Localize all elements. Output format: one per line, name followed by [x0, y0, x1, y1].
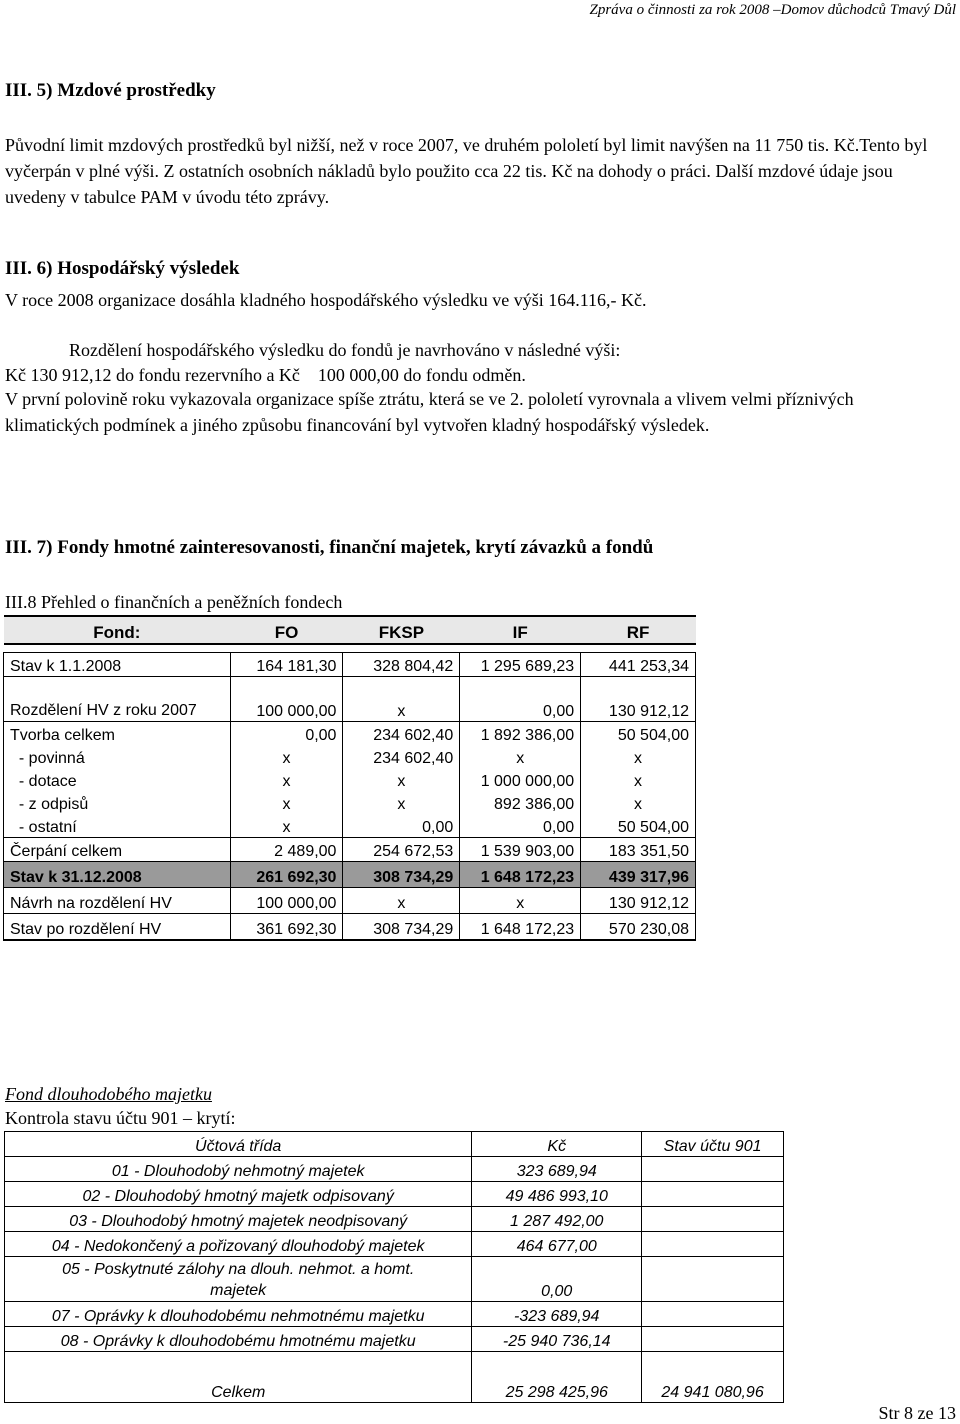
cell: [642, 1232, 784, 1257]
row-label: Stav k 31.12.2008: [4, 862, 231, 888]
cell: 570 230,08: [581, 914, 696, 941]
table-row: [4, 838, 696, 862]
cell: 1 648 172,23: [460, 914, 581, 941]
cell: 49 486 993,10: [472, 1182, 642, 1207]
section-5-paragraph: Původní limit mzdových prostředků byl nižší, než v roce 2007, ve druhém pololetí byl limit navýšen na 11 750 tis. Kč.Tento byl vyčerpán v plné výši. Z ostatních osobních nákladů bylo použito cca 22 tis. Kč na dohody o práci. Další mzdové údaje jsou uvedeny v tabulce PAM v úvodu této zprávy.: [5, 135, 928, 207]
cell: 24 941 080,96: [642, 1352, 784, 1403]
row-label: Stav po rozdělení HV: [4, 914, 231, 941]
cell: 0,00: [460, 677, 581, 722]
cell: 100 000,00: [230, 677, 343, 722]
page-header: Zpráva o činnosti za rok 2008 –Domov důchodců Tmavý Důl: [589, 2, 956, 18]
row-label: Čerpání celkem: [4, 838, 231, 862]
cell: 1 892 386,00: [460, 722, 581, 746]
col-header: Fond:: [4, 616, 231, 644]
cell: 308 734,29: [343, 862, 460, 888]
cell: 130 912,12: [581, 888, 696, 914]
cell: [642, 1257, 784, 1302]
cell: [642, 1302, 784, 1327]
cell: 0,00: [343, 814, 460, 838]
col-header: RF: [581, 616, 696, 644]
table-row: [4, 768, 696, 791]
asset-table: [4, 1131, 784, 1403]
cell: 1 648 172,23: [460, 862, 581, 888]
row-label: Rozdělení HV z roku 2007: [4, 677, 231, 722]
section-6-line-2: Rozdělení hospodářského výsledku do fondů je navrhováno v následné výši:: [69, 340, 621, 360]
table-row: [4, 722, 696, 746]
table-row-total: [5, 1352, 784, 1403]
table-row: [4, 791, 696, 814]
cell: x: [581, 791, 696, 814]
row-label: - ostatní: [4, 814, 231, 838]
cell: 234 602,40: [343, 722, 460, 746]
row-label: - dotace: [4, 768, 231, 791]
table-row: [4, 862, 696, 888]
cell: 328 804,42: [343, 653, 460, 677]
table-row: [5, 1182, 784, 1207]
col-header: FO: [230, 616, 343, 644]
table-row: [5, 1207, 784, 1232]
cell: x: [230, 768, 343, 791]
cell: 1 539 903,00: [460, 838, 581, 862]
table-row: [4, 745, 696, 768]
cell: 25 298 425,96: [472, 1352, 642, 1403]
cell: 164 181,30: [230, 653, 343, 677]
row-label: 02 - Dlouhodobý hmotný majetk odpisovaný: [5, 1182, 472, 1207]
page-number: Str 8 ze 13: [878, 1403, 956, 1423]
cell: 2 489,00: [230, 838, 343, 862]
cell: [642, 1327, 784, 1352]
cell: x: [230, 745, 343, 768]
cell: 892 386,00: [460, 791, 581, 814]
table-row: [4, 677, 696, 722]
col-header: IF: [460, 616, 581, 644]
cell: 183 351,50: [581, 838, 696, 862]
asset-table-header: [5, 1132, 784, 1157]
col-header: Účtová třída: [5, 1132, 472, 1157]
cell: 254 672,53: [343, 838, 460, 862]
cell: 441 253,34: [581, 653, 696, 677]
cell: -323 689,94: [472, 1302, 642, 1327]
cell: 439 317,96: [581, 862, 696, 888]
row-label: 01 - Dlouhodobý nehmotný majetek: [5, 1157, 472, 1182]
cell: 464 677,00: [472, 1232, 642, 1257]
cell: 308 734,29: [343, 914, 460, 941]
cell: 261 692,30: [230, 862, 343, 888]
table-row: [5, 1157, 784, 1182]
row-label: 03 - Dlouhodobý hmotný majetek neodpisovaný: [5, 1207, 472, 1232]
row-label: Stav k 1.1.2008: [4, 653, 231, 677]
asset-fund-subtitle: Kontrola stavu účtu 901 – krytí:: [5, 1108, 236, 1128]
cell: 323 689,94: [472, 1157, 642, 1182]
section-6-paragraph: V první polovině roku vykazovala organizace spíše ztrátu, která se ve 2. pololetí vyrovnala a vlivem velmi příznivých klimatických podmínek a jiného způsobu financování byl vytvořen kladný hospodářský výsledek.: [5, 389, 854, 435]
asset-fund-title: Fond dlouhodobého majetku: [5, 1084, 212, 1104]
cell: 0,00: [460, 814, 581, 838]
cell: x: [230, 814, 343, 838]
section-7-heading: III. 7) Fondy hmotné zainteresovanosti, finanční majetek, krytí závazků a fondů: [5, 537, 654, 558]
row-label: 08 - Oprávky k dlouhodobému hmotnému majetku: [5, 1327, 472, 1352]
table-row: [5, 1257, 784, 1302]
cell: x: [343, 791, 460, 814]
cell: 50 504,00: [581, 722, 696, 746]
table-row: [4, 814, 696, 838]
cell: x: [581, 745, 696, 768]
section-8-subheading: III.8 Přehled o finančních a peněžních fondech: [5, 592, 343, 612]
section-6-heading: III. 6) Hospodářský výsledek: [5, 258, 240, 279]
row-label: Tvorba celkem: [4, 722, 231, 746]
fund-table: [3, 615, 696, 941]
cell: [642, 1157, 784, 1182]
row-label: 07 - Oprávky k dlouhodobému nehmotnému majetku: [5, 1302, 472, 1327]
row-label: Návrh na rozdělení HV: [4, 888, 231, 914]
table-row: [5, 1232, 784, 1257]
cell: 100 000,00: [230, 888, 343, 914]
table-row: [5, 1302, 784, 1327]
row-label: - povinná: [4, 745, 231, 768]
cell: 50 504,00: [581, 814, 696, 838]
table-row: [4, 653, 696, 677]
row-label: - z odpisů: [4, 791, 231, 814]
row-label: 05 - Poskytnuté zálohy na dlouh. nehmot. a homt. majetek: [5, 1257, 472, 1302]
section-6-line-3: Kč 130 912,12 do fondu rezervního a Kč 100 000,00 do fondu odměn.: [5, 365, 526, 385]
cell: x: [343, 768, 460, 791]
cell: 361 692,30: [230, 914, 343, 941]
cell: x: [460, 888, 581, 914]
cell: 234 602,40: [343, 745, 460, 768]
section-6-line-1: V roce 2008 organizace dosáhla kladného hospodářského výsledku ve výši 164.116,- Kč.: [5, 290, 647, 310]
cell: 0,00: [472, 1257, 642, 1302]
cell: -25 940 736,14: [472, 1327, 642, 1352]
cell: 1 287 492,00: [472, 1207, 642, 1232]
cell: x: [460, 745, 581, 768]
cell: [642, 1207, 784, 1232]
cell: 1 000 000,00: [460, 768, 581, 791]
row-label: Celkem: [5, 1352, 472, 1403]
col-header: Stav účtu 901: [642, 1132, 784, 1157]
fund-table-header: [4, 616, 696, 644]
section-5-heading: III. 5) Mzdové prostředky: [5, 80, 216, 101]
table-row: [5, 1327, 784, 1352]
cell: 0,00: [230, 722, 343, 746]
cell: x: [581, 768, 696, 791]
table-row: [4, 914, 696, 941]
cell: 1 295 689,23: [460, 653, 581, 677]
cell: [642, 1182, 784, 1207]
col-header: FKSP: [343, 616, 460, 644]
table-row: [4, 888, 696, 914]
cell: 130 912,12: [581, 677, 696, 722]
col-header: Kč: [472, 1132, 642, 1157]
row-label: 04 - Nedokončený a pořizovaný dlouhodobý majetek: [5, 1232, 472, 1257]
cell: x: [230, 791, 343, 814]
cell: x: [343, 677, 460, 722]
cell: x: [343, 888, 460, 914]
